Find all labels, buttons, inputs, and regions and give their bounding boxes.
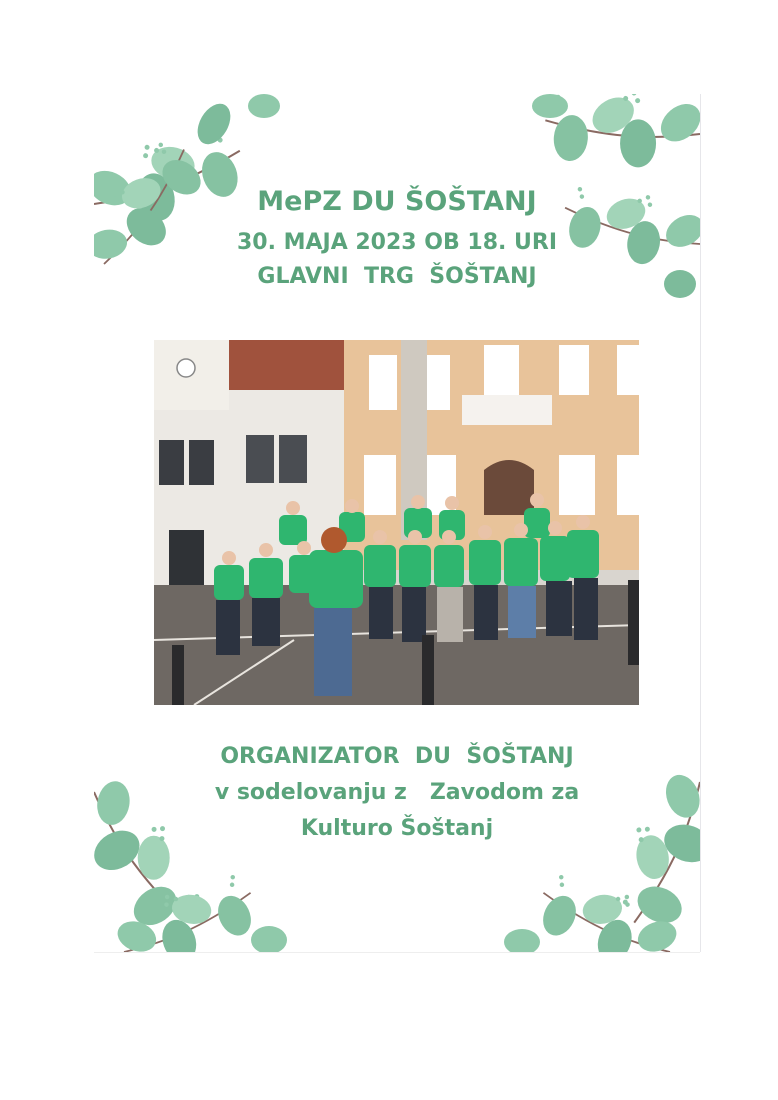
organizer-line-2: v sodelovanju z Zavodom za <box>214 780 580 805</box>
event-date-time: 30. MAJA 2023 OB 18. URI <box>236 230 558 255</box>
organizer-line-1: ORGANIZATOR DU ŠOŠTANJ <box>220 744 574 769</box>
event-location: GLAVNI TRG ŠOŠTANJ <box>257 264 537 289</box>
choir-photo <box>154 340 639 705</box>
organizer-line-3: Kulturo Šoštanj <box>300 816 494 841</box>
event-title: MePZ DU ŠOŠTANJ <box>257 186 537 217</box>
event-poster <box>94 94 700 952</box>
